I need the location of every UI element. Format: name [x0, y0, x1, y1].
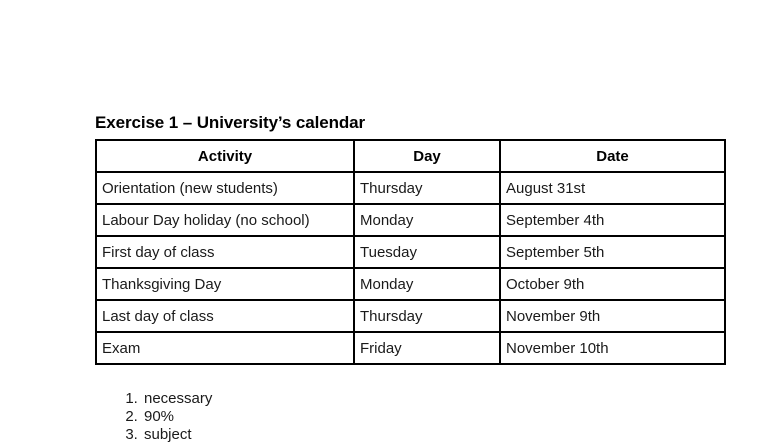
answer-item: 2. 90%: [142, 408, 212, 426]
answer-list: [118, 390, 212, 444]
cell-date: November 10th: [500, 332, 725, 364]
header-activity: Activity: [96, 140, 354, 172]
answer-item: 3. subject: [142, 426, 212, 444]
header-day: Day: [354, 140, 500, 172]
table-row: [96, 204, 725, 236]
cell-day: Friday: [354, 332, 500, 364]
table-row: [96, 332, 725, 364]
calendar-table: [95, 139, 726, 365]
cell-date: September 4th: [500, 204, 725, 236]
table-header-row: [96, 140, 725, 172]
cell-activity: Thanksgiving Day: [96, 268, 354, 300]
table-row: [96, 268, 725, 300]
header-date: Date: [500, 140, 725, 172]
exercise-title: Exercise 1 – University’s calendar: [95, 113, 366, 132]
cell-day: Monday: [354, 204, 500, 236]
cell-date: November 9th: [500, 300, 725, 332]
cell-date: September 5th: [500, 236, 725, 268]
cell-day: Tuesday: [354, 236, 500, 268]
table-row: [96, 172, 725, 204]
table-row: [96, 236, 725, 268]
cell-activity: Exam: [96, 332, 354, 364]
cell-date: August 31st: [500, 172, 725, 204]
cell-day: Thursday: [354, 172, 500, 204]
cell-activity: Last day of class: [96, 300, 354, 332]
cell-day: Monday: [354, 268, 500, 300]
cell-day: Thursday: [354, 300, 500, 332]
table-row: [96, 300, 725, 332]
cell-activity: Labour Day holiday (no school): [96, 204, 354, 236]
cell-date: October 9th: [500, 268, 725, 300]
cell-activity: First day of class: [96, 236, 354, 268]
cell-activity: Orientation (new students): [96, 172, 354, 204]
answer-item: 1. necessary: [142, 390, 212, 408]
